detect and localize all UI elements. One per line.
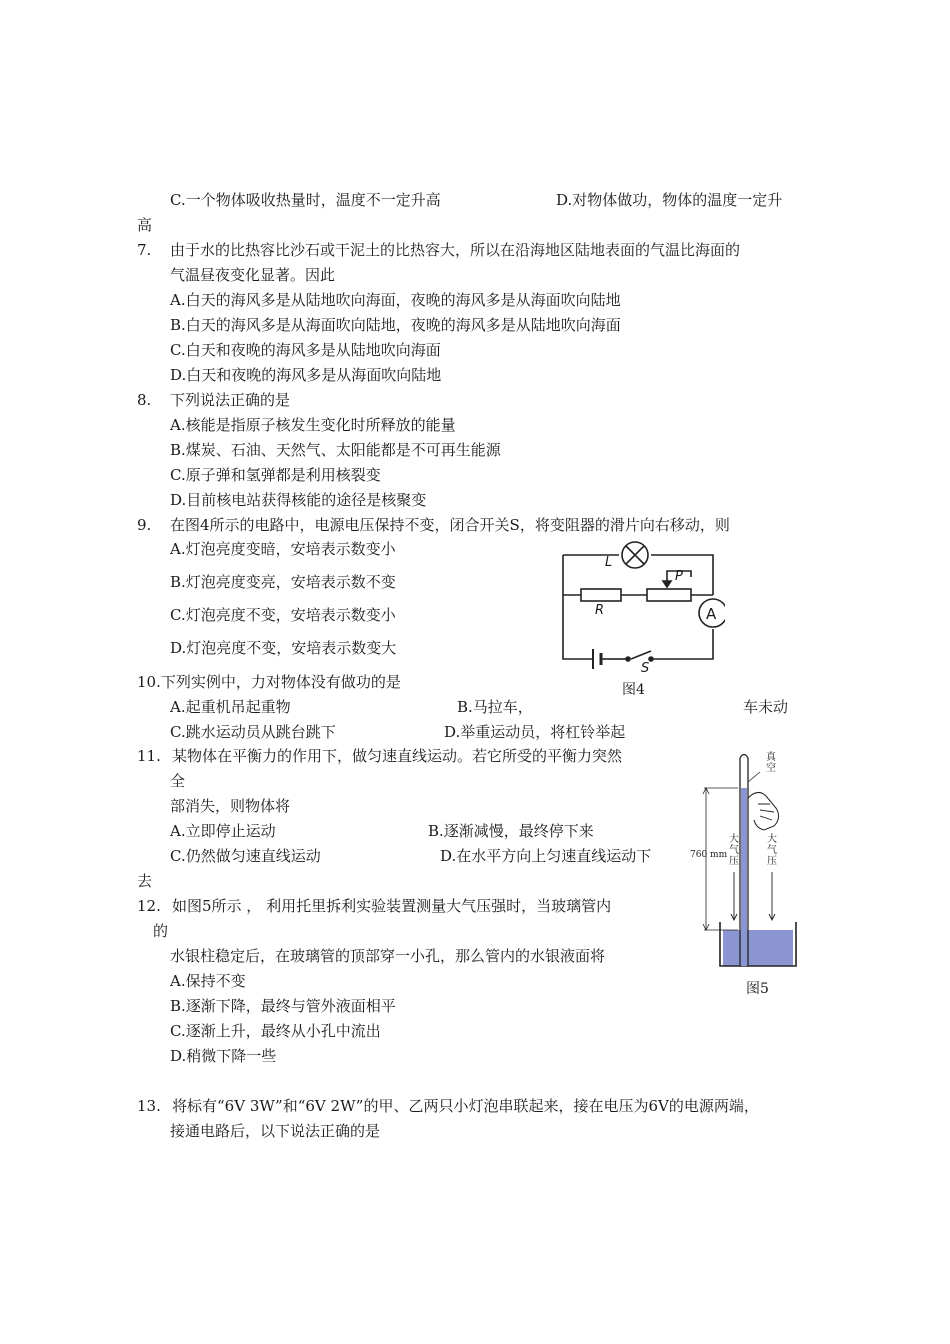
q10-option-a: A.起重机吊起重物 bbox=[170, 698, 291, 716]
q12-option-c: C.逐渐上升，最终从小孔中流出 bbox=[170, 1022, 381, 1040]
q8-option-c: C.原子弹和氢弹都是利用核裂变 bbox=[170, 466, 381, 484]
figure-5-caption: 图5 bbox=[746, 981, 769, 997]
rheostat-icon bbox=[647, 589, 691, 601]
q9-option-d: D.灯泡亮度不变，安培表示数变大 bbox=[170, 639, 397, 657]
q6-option-c: C.一个物体吸收热量时，温度不一定升高 bbox=[170, 191, 441, 209]
resistor-label: R bbox=[595, 603, 605, 618]
q6-option-d: D.对物体做功，物体的温度一定升 bbox=[556, 191, 783, 209]
q11-stem: 某物体在平衡力的作用下，做匀速直线运动。若它所受的平衡力突然 bbox=[172, 747, 623, 765]
q9-stem: 在图4所示的电路中，电源电压保持不变，闭合开关S，将变阻器的滑片向右移动，则 bbox=[170, 516, 730, 534]
hand-icon bbox=[748, 792, 779, 830]
q8-option-b: B.煤炭、石油、天然气、太阳能都是不可再生能源 bbox=[170, 441, 501, 459]
q8-number: 8. bbox=[137, 391, 152, 409]
q11-option-d: D.在水平方向上匀速直线运动下 bbox=[440, 847, 652, 865]
q11-option-a: A.立即停止运动 bbox=[170, 822, 276, 840]
figure-5-torricelli bbox=[692, 752, 808, 972]
q12-option-b: B.逐渐下降，最终与管外液面相平 bbox=[170, 997, 396, 1015]
q11-number: 11. bbox=[137, 747, 161, 765]
q9-option-a: A.灯泡亮度变暗，安培表示数变小 bbox=[170, 540, 396, 558]
q9-number: 9. bbox=[137, 516, 152, 534]
q10-option-c: C.跳水运动员从跳台跳下 bbox=[170, 723, 336, 741]
q12-stem-wrap: 的 bbox=[153, 922, 169, 940]
ammeter-label: A bbox=[706, 605, 717, 623]
q12-stem-2: 水银柱稳定后，在玻璃管的顶部穿一小孔，那么管内的水银液面将 bbox=[170, 947, 606, 965]
q6-option-d-continued: 高 bbox=[137, 216, 153, 234]
pressure-label-left: 大气压 bbox=[729, 834, 739, 867]
q11-option-b: B.逐渐减慢，最终停下来 bbox=[428, 822, 594, 840]
pressure-label-right: 大气压 bbox=[767, 834, 777, 867]
q13-stem-2: 接通电路后，以下说法正确的是 bbox=[170, 1122, 381, 1140]
q8-stem: 下列说法正确的是 bbox=[170, 391, 291, 409]
q10-option-b-tail: 车未动 bbox=[743, 698, 789, 716]
q7-stem: 由于水的比热容比沙石或干泥土的比热容大，所以在沿海地区陆地表面的气温比海面的 bbox=[170, 241, 741, 259]
q12-option-a: A.保持不变 bbox=[170, 972, 246, 990]
q12-number: 12. bbox=[137, 897, 161, 915]
q10-stem: 10.下列实例中，力对物体没有做功的是 bbox=[137, 673, 401, 691]
q7-option-c: C.白天和夜晚的海风多是从陆地吹向海面 bbox=[170, 341, 441, 359]
resistor-icon bbox=[581, 589, 621, 601]
q11-option-d-continued: 去 bbox=[137, 872, 153, 890]
q7-option-a: A.白天的海风多是从陆地吹向海面，夜晚的海风多是从海面吹向陆地 bbox=[170, 291, 621, 309]
q9-option-b: B.灯泡亮度变亮，安培表示数不变 bbox=[170, 573, 396, 591]
vacuum-label: 真空 bbox=[766, 752, 776, 774]
q7-option-d: D.白天和夜晚的海风多是从海面吹向陆地 bbox=[170, 366, 442, 384]
q11-option-c: C.仍然做匀速直线运动 bbox=[170, 847, 321, 865]
q13-number: 13. bbox=[137, 1097, 161, 1115]
mercury-dish-icon bbox=[723, 930, 793, 966]
lamp-label: L bbox=[605, 555, 613, 570]
q12-option-d: D.稍微下降一些 bbox=[170, 1047, 277, 1065]
q13-stem: 将标有“6V 3W”和“6V 2W”的甲、乙两只小灯泡串联起来，接在电压为6V的电源两端， bbox=[172, 1097, 759, 1115]
q9-option-c: C.灯泡亮度不变，安培表示数变小 bbox=[170, 606, 396, 624]
q8-option-d: D.目前核电站获得核能的途径是核聚变 bbox=[170, 491, 427, 509]
q7-stem-2: 气温昼夜变化显著。因此 bbox=[170, 266, 336, 284]
q11-stem-2: 部消失，则物体将 bbox=[170, 797, 291, 815]
switch-label: S bbox=[641, 661, 650, 676]
q10-option-d: D.举重运动员，将杠铃举起 bbox=[444, 723, 626, 741]
figure-4-caption: 图4 bbox=[622, 682, 645, 698]
q8-option-a: A.核能是指原子核发生变化时所释放的能量 bbox=[170, 416, 456, 434]
q11-stem-wrap: 全 bbox=[170, 772, 186, 790]
q12-stem: 如图5所示 ， 利用托里拆利实验装置测量大气压强时，当玻璃管内 bbox=[172, 897, 612, 915]
q7-option-b: B.白天的海风多是从海面吹向陆地，夜晚的海风多是从陆地吹向海面 bbox=[170, 316, 621, 334]
height-label: 760 mm bbox=[690, 850, 728, 860]
figure-4-circuit bbox=[555, 533, 725, 683]
q10-option-b: B.马拉车， bbox=[457, 698, 533, 716]
q7-number: 7. bbox=[137, 241, 152, 259]
slider-label: P bbox=[675, 569, 683, 584]
